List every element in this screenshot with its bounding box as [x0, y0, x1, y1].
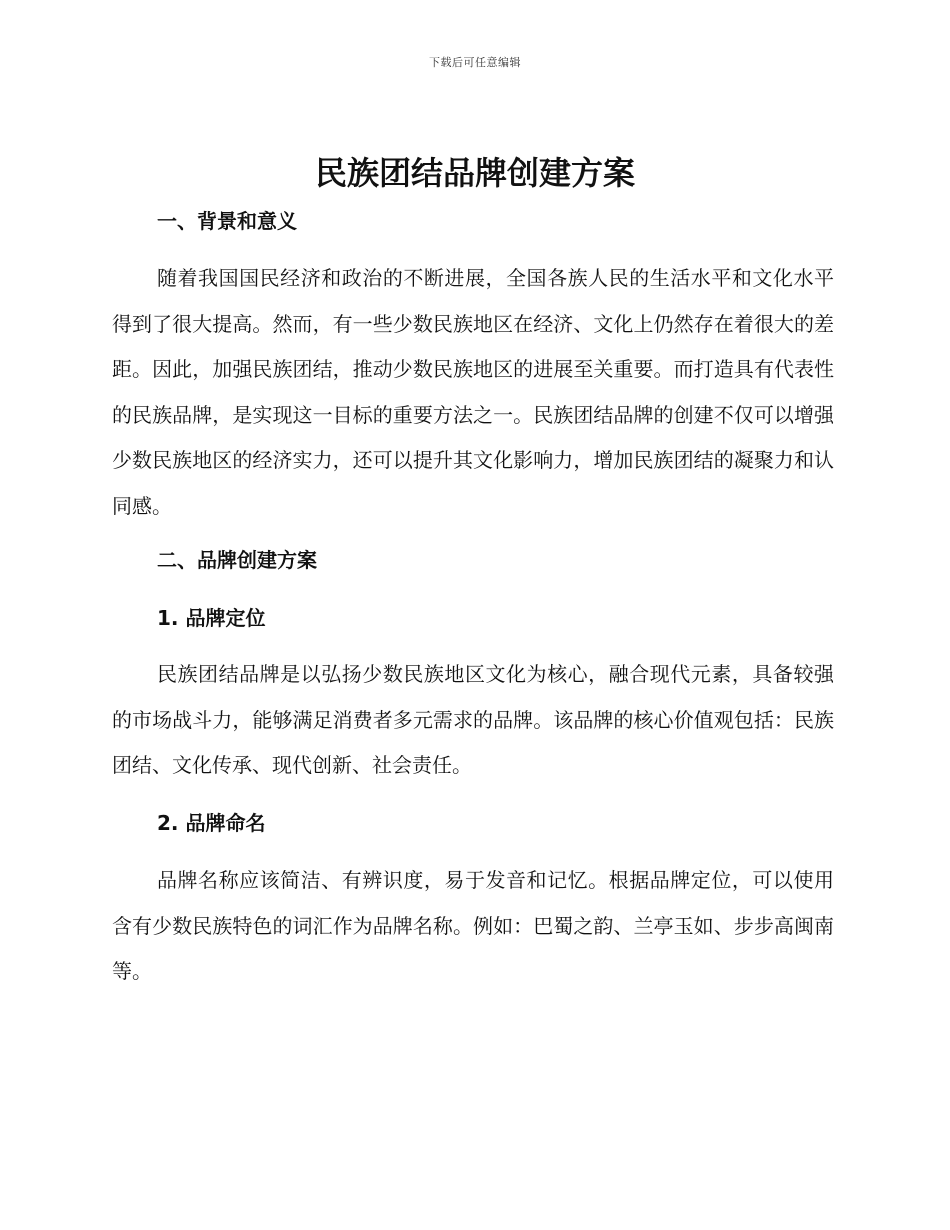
paragraph-background: 随着我国国民经济和政治的不断进展，全国各族人民的生活水平和文化水平得到了很大提高。然而，有一些少数民族地区在经济、文化上仍然存在着很大的差距。因此，加强民族团结，推动少数民族地区的进展至关重要。而打造具有代表性的民族品牌，是实现这一目标的重要方法之一。民族团结品牌的创建不仅可以增强少数民族地区的经济实力，还可以提升其文化影响力，增加民族团结的凝聚力和认同感。 [112, 266, 834, 518]
subheading-brand-positioning: 1. 品牌定位 [157, 606, 266, 630]
paragraph-brand-positioning: 民族团结品牌是以弘扬少数民族地区文化为核心，融合现代元素，具备较强的市场战斗力，能够满足消费者多元需求的品牌。该品牌的核心价值观包括：民族团结、文化传承、现代创新、社会责任。 [112, 662, 834, 777]
section-heading-plan: 二、品牌创建方案 [157, 548, 317, 572]
section-heading-background: 一、背景和意义 [157, 209, 297, 233]
document-title: 民族团结品牌创建方案 [314, 154, 635, 192]
header-note: 下载后可任意编辑 [429, 56, 521, 69]
paragraph-brand-naming: 品牌名称应该简洁、有辨识度，易于发音和记忆。根据品牌定位，可以使用含有少数民族特色的词汇作为品牌名称。例如：巴蜀之韵、兰亭玉如、步步高闽南等。 [112, 868, 834, 983]
subheading-brand-naming: 2. 品牌命名 [157, 811, 266, 835]
